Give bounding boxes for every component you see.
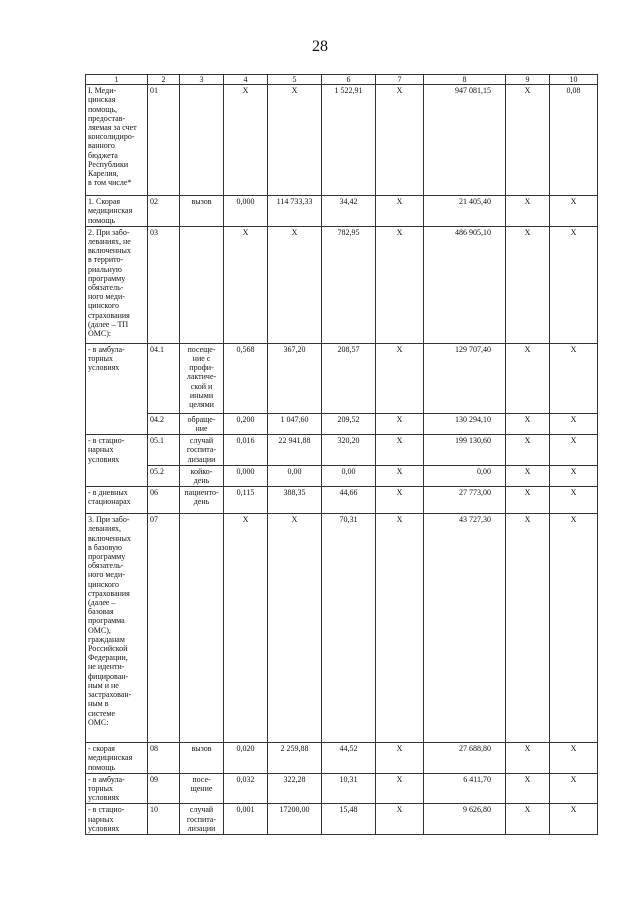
cell-c4: 0,001 bbox=[224, 804, 268, 835]
cell-c1: 2. При забо- леваниях, не включенных в террито- риальную программу обязатель- ного меди- цинского страхования (далее – ТП ОМС): bbox=[86, 226, 148, 343]
cell-c1: I. Меди- цинская помощь, предостав- ляемая за счет консолидиро- ванного бюджета Республики Карелия, в том числе* bbox=[86, 85, 148, 196]
cell-c1: - в стацио- нарных условиях bbox=[86, 804, 148, 835]
cell-c6: 44,52 bbox=[322, 743, 376, 774]
cell-c8: 43 727,30 bbox=[424, 514, 506, 743]
page-number: 28 bbox=[312, 38, 328, 55]
table-row bbox=[86, 85, 598, 196]
cell-c3: случай госпита- лизации bbox=[180, 435, 224, 466]
cell-c8: 947 081,15 bbox=[424, 85, 506, 196]
cell-c3: посе- щение bbox=[180, 773, 224, 804]
cell-c10: X bbox=[550, 773, 598, 804]
cell-c2: 10 bbox=[148, 804, 180, 835]
cell-c10: X bbox=[550, 465, 598, 486]
cell-c7: X bbox=[376, 743, 424, 774]
header-cell: 8 bbox=[424, 75, 506, 85]
cell-c3: вызов bbox=[180, 743, 224, 774]
cell-c8: 486 905,10 bbox=[424, 226, 506, 343]
cell-c2: 03 bbox=[148, 226, 180, 343]
cell-c10: X bbox=[550, 804, 598, 835]
cell-c8: 6 411,70 bbox=[424, 773, 506, 804]
cell-c6: 10,31 bbox=[322, 773, 376, 804]
cell-c6: 15,48 bbox=[322, 804, 376, 835]
cell-c6: 34,42 bbox=[322, 196, 376, 227]
cell-c10: X bbox=[550, 743, 598, 774]
cell-c10: 0,08 bbox=[550, 85, 598, 196]
cell-c2: 05.2 bbox=[148, 465, 180, 486]
header-cell: 5 bbox=[268, 75, 322, 85]
header-row bbox=[86, 75, 598, 85]
cell-c10: X bbox=[550, 487, 598, 514]
table-row bbox=[86, 343, 598, 413]
cell-c1: - в дневных стационарах bbox=[86, 487, 148, 514]
cell-c4: 0,000 bbox=[224, 465, 268, 486]
cell-c8: 0,00 bbox=[424, 465, 506, 486]
cell-c5: X bbox=[268, 85, 322, 196]
cell-c7: X bbox=[376, 804, 424, 835]
cell-c8: 199 130,60 bbox=[424, 435, 506, 466]
cell-c7: X bbox=[376, 226, 424, 343]
cell-c8: 21 405,40 bbox=[424, 196, 506, 227]
header-cell: 4 bbox=[224, 75, 268, 85]
cell-c4: 0,020 bbox=[224, 743, 268, 774]
cell-c9: X bbox=[506, 465, 550, 486]
cell-c1: - скорая медицинская помощь bbox=[86, 743, 148, 774]
cell-c5: 22 941,88 bbox=[268, 435, 322, 466]
cell-c9: X bbox=[506, 226, 550, 343]
cell-c6: 70,31 bbox=[322, 514, 376, 743]
cell-c5: 2 259,88 bbox=[268, 743, 322, 774]
cell-c5: X bbox=[268, 514, 322, 743]
cell-c6: 209,52 bbox=[322, 413, 376, 434]
cell-c3: койко- день bbox=[180, 465, 224, 486]
cell-c8: 27 688,80 bbox=[424, 743, 506, 774]
cell-c9: X bbox=[506, 514, 550, 743]
cell-c5: 388,35 bbox=[268, 487, 322, 514]
cell-c3: обраще- ние bbox=[180, 413, 224, 434]
cell-c5: X bbox=[268, 226, 322, 343]
cell-c4: 0,115 bbox=[224, 487, 268, 514]
cell-c2: 02 bbox=[148, 196, 180, 227]
table-row bbox=[86, 514, 598, 743]
header-cell: 3 bbox=[180, 75, 224, 85]
cell-c10: X bbox=[550, 226, 598, 343]
cell-c9: X bbox=[506, 487, 550, 514]
cell-c3 bbox=[180, 226, 224, 343]
cell-c5: 367,20 bbox=[268, 343, 322, 413]
cell-c4: 0,016 bbox=[224, 435, 268, 466]
cell-c7: X bbox=[376, 773, 424, 804]
cell-c6: 320,20 bbox=[322, 435, 376, 466]
cell-c4: 0,000 bbox=[224, 196, 268, 227]
table-row bbox=[86, 435, 598, 466]
cell-c2: 04.1 bbox=[148, 343, 180, 413]
cell-c5: 17200,00 bbox=[268, 804, 322, 835]
cell-c5: 1 047,60 bbox=[268, 413, 322, 434]
cell-c3: вызов bbox=[180, 196, 224, 227]
cell-c2: 06 bbox=[148, 487, 180, 514]
cell-c2: 09 bbox=[148, 773, 180, 804]
table-row bbox=[86, 804, 598, 835]
cell-c1: 1. Скорая медицинская помощь bbox=[86, 196, 148, 227]
financing-table bbox=[85, 74, 598, 835]
cell-c9: X bbox=[506, 196, 550, 227]
cell-c3 bbox=[180, 514, 224, 743]
cell-c6: 208,57 bbox=[322, 343, 376, 413]
table-row bbox=[86, 465, 598, 486]
header-cell: 6 bbox=[322, 75, 376, 85]
cell-c9: X bbox=[506, 804, 550, 835]
table-row bbox=[86, 413, 598, 434]
table-row bbox=[86, 487, 598, 514]
cell-c8: 27 773,00 bbox=[424, 487, 506, 514]
header-cell: 1 bbox=[86, 75, 148, 85]
header-cell: 2 bbox=[148, 75, 180, 85]
cell-c3 bbox=[180, 85, 224, 196]
header-cell: 9 bbox=[506, 75, 550, 85]
table-row bbox=[86, 196, 598, 227]
cell-c2: 07 bbox=[148, 514, 180, 743]
cell-c7: X bbox=[376, 435, 424, 466]
cell-c6: 0,00 bbox=[322, 465, 376, 486]
cell-c1: - в стацио- нарных условиях bbox=[86, 435, 148, 487]
cell-c4: X bbox=[224, 85, 268, 196]
cell-c3: случай госпита- лизации bbox=[180, 804, 224, 835]
cell-c9: X bbox=[506, 343, 550, 413]
cell-c6: 44,66 bbox=[322, 487, 376, 514]
cell-c7: X bbox=[376, 85, 424, 196]
cell-c10: X bbox=[550, 514, 598, 743]
cell-c8: 130 294,10 bbox=[424, 413, 506, 434]
cell-c4: 0,032 bbox=[224, 773, 268, 804]
cell-c9: X bbox=[506, 85, 550, 196]
cell-c7: X bbox=[376, 514, 424, 743]
header-cell: 10 bbox=[550, 75, 598, 85]
cell-c9: X bbox=[506, 773, 550, 804]
table-row bbox=[86, 773, 598, 804]
cell-c7: X bbox=[376, 413, 424, 434]
cell-c2: 05.1 bbox=[148, 435, 180, 466]
cell-c1: 3. При забо- леваниях, включенных в базовую программу обязатель- ного меди- цинского страхования (далее – базовая программа ОМС), гражданам Российской Федерации, не иденти- фицирован- ным и не застрахован- ным в системе ОМС: bbox=[86, 514, 148, 743]
cell-c9: X bbox=[506, 743, 550, 774]
cell-c7: X bbox=[376, 343, 424, 413]
cell-c8: 9 626,80 bbox=[424, 804, 506, 835]
header-cell: 7 bbox=[376, 75, 424, 85]
cell-c7: X bbox=[376, 465, 424, 486]
cell-c6: 1 522,91 bbox=[322, 85, 376, 196]
cell-c10: X bbox=[550, 343, 598, 413]
table-row bbox=[86, 743, 598, 774]
cell-c5: 114 733,33 bbox=[268, 196, 322, 227]
cell-c4: 0,568 bbox=[224, 343, 268, 413]
cell-c2: 08 bbox=[148, 743, 180, 774]
cell-c2: 04.2 bbox=[148, 413, 180, 434]
cell-c2: 01 bbox=[148, 85, 180, 196]
cell-c7: X bbox=[376, 196, 424, 227]
cell-c4: 0,200 bbox=[224, 413, 268, 434]
cell-c3: пациенто- день bbox=[180, 487, 224, 514]
cell-c3: посеще- ние с профи- лактиче- ской и иными целями bbox=[180, 343, 224, 413]
cell-c8: 129 707,40 bbox=[424, 343, 506, 413]
cell-c10: X bbox=[550, 413, 598, 434]
cell-c9: X bbox=[506, 413, 550, 434]
cell-c5: 0,00 bbox=[268, 465, 322, 486]
cell-c6: 782,95 bbox=[322, 226, 376, 343]
cell-c4: X bbox=[224, 514, 268, 743]
cell-c10: X bbox=[550, 435, 598, 466]
cell-c9: X bbox=[506, 435, 550, 466]
cell-c10: X bbox=[550, 196, 598, 227]
cell-c4: X bbox=[224, 226, 268, 343]
cell-c7: X bbox=[376, 487, 424, 514]
table-row bbox=[86, 226, 598, 343]
cell-c1: - в амбула- торных условиях bbox=[86, 773, 148, 804]
cell-c5: 322,28 bbox=[268, 773, 322, 804]
cell-c1: - в амбула- торных условиях bbox=[86, 343, 148, 434]
